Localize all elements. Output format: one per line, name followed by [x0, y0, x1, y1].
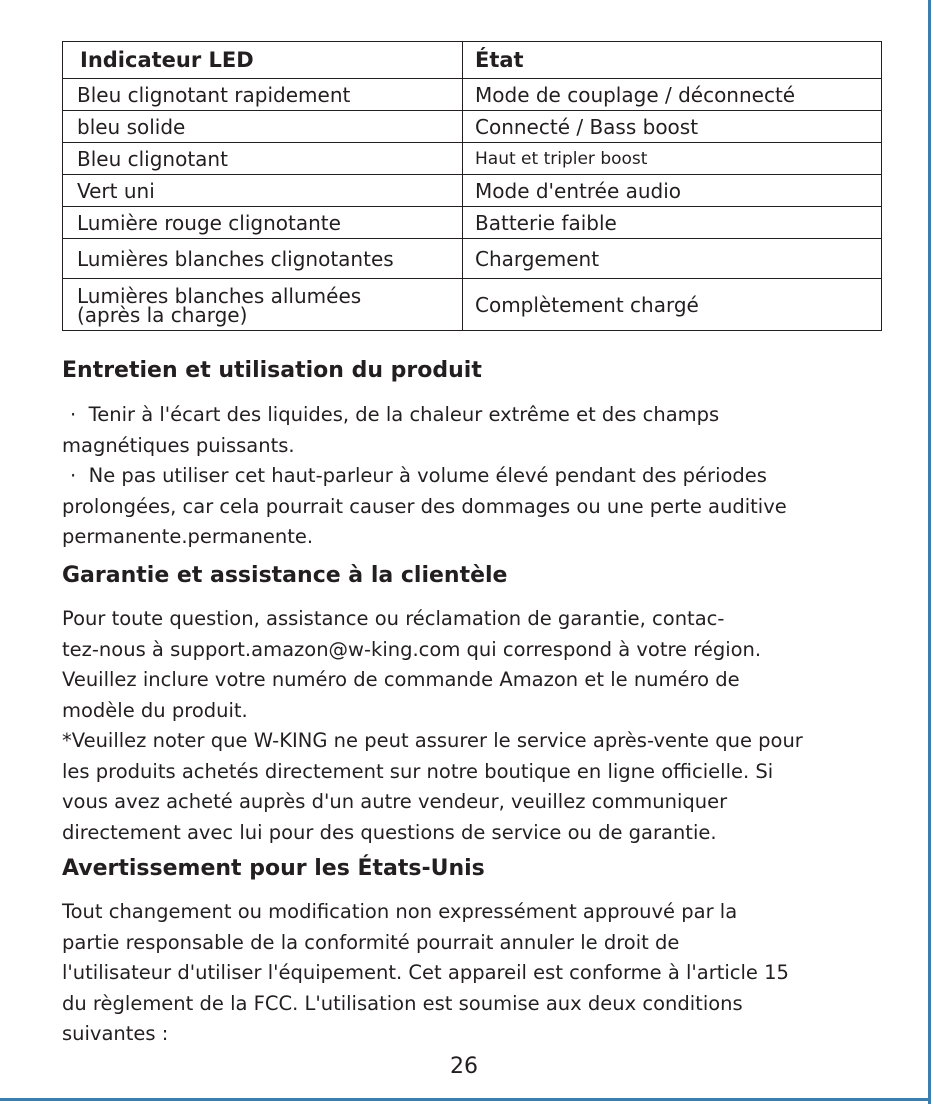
table-row — [63, 175, 882, 207]
usa-warning-line: du règlement de la FCC. L'utilisation est soumise aux deux conditions — [62, 991, 743, 1015]
warranty-line: directement avec lui pour des questions de service ou de garantie. — [62, 820, 717, 844]
usa-warning-line: Tout changement ou modification non expressément approuvé par la — [62, 900, 738, 923]
warranty-line: les produits achetés directement sur notre boutique en ligne officielle. Si — [62, 759, 774, 783]
table-row — [63, 279, 882, 331]
usa-warning-line: partie responsable de la conformité pourrait annuler le droit de — [62, 930, 680, 954]
bullet-glyph: · — [70, 403, 77, 426]
care-section-title: Entretien et utilisation du produit — [62, 358, 482, 383]
table-row — [63, 207, 882, 239]
led-cell: Lumières blanches clignotantes — [63, 239, 463, 279]
care-bullet-line — [62, 400, 922, 431]
care-line: permanente.permanente. — [62, 525, 314, 548]
usa-warning-line: l'utilisateur d'utiliser l'équipement. Cet appareil est conforme à l'article 15 — [62, 961, 789, 984]
led-indicator-table — [62, 41, 882, 331]
warranty-section-text — [62, 604, 922, 848]
usa-warning-section-title: Avertissement pour les États-Unis — [62, 856, 485, 881]
warranty-line: Pour toute question, assistance ou réclamation de garantie, contac- — [62, 607, 725, 630]
state-cell: Haut et tripler boost — [463, 143, 882, 175]
care-line: Tenir à l'écart des liquides, de la chaleur extrême et des champs — [88, 403, 720, 426]
care-line: magnétiques puissants. — [62, 433, 295, 457]
warranty-section-title: Garantie et assistance à la clientèle — [62, 563, 508, 588]
care-bullet-line — [62, 461, 922, 492]
state-cell: Batterie faible — [463, 207, 882, 239]
led-cell — [63, 279, 463, 331]
care-section-text — [62, 400, 922, 553]
warranty-line: Veuillez inclure votre numéro de commande Amazon et le numéro de — [62, 668, 740, 691]
table-row — [63, 239, 882, 279]
page-number: 26 — [450, 1054, 478, 1079]
state-cell: Complètement chargé — [463, 279, 882, 331]
warranty-line: tez-nous à support.amazon@w-king.com qui correspond à votre région. — [62, 637, 762, 661]
led-cell-line: (après la charge) — [77, 302, 248, 327]
state-cell: Chargement — [463, 239, 882, 279]
state-cell: Mode de couplage / déconnecté — [463, 79, 882, 111]
care-line: Ne pas utiliser cet haut-parleur à volume élevé pendant des périodes — [88, 464, 767, 487]
led-cell: Vert uni — [63, 175, 463, 207]
bullet-glyph: · — [70, 464, 77, 487]
led-cell: bleu solide — [63, 111, 463, 143]
state-cell: Connecté / Bass boost — [463, 111, 882, 143]
usa-warning-line: suivantes : — [62, 1022, 169, 1045]
table-row — [63, 79, 882, 111]
page-bottom-rule — [0, 1098, 931, 1101]
warranty-line: *Veuillez noter que W-KING ne peut assurer le service après-vente que pour — [62, 729, 803, 752]
usa-warning-section-text — [62, 897, 922, 1050]
warranty-line: modèle du produit. — [62, 698, 248, 722]
page-right-rule — [928, 0, 931, 1104]
led-cell: Lumière rouge clignotante — [63, 207, 463, 239]
led-cell-line: Lumières blanches allumées — [77, 283, 362, 308]
table-header-led: Indicateur LED — [63, 42, 463, 79]
led-cell: Bleu clignotant rapidement — [63, 79, 463, 111]
care-line: prolongées, car cela pourrait causer des dommages ou une perte auditive — [62, 494, 787, 518]
table-header-state: État — [463, 42, 882, 79]
led-cell: Bleu clignotant — [63, 143, 463, 175]
table-header-row — [63, 42, 882, 79]
table-row — [63, 143, 882, 175]
warranty-line: vous avez acheté auprès d'un autre vendeur, veuillez communiquer — [62, 790, 728, 813]
table-row — [63, 111, 882, 143]
state-cell: Mode d'entrée audio — [463, 175, 882, 207]
